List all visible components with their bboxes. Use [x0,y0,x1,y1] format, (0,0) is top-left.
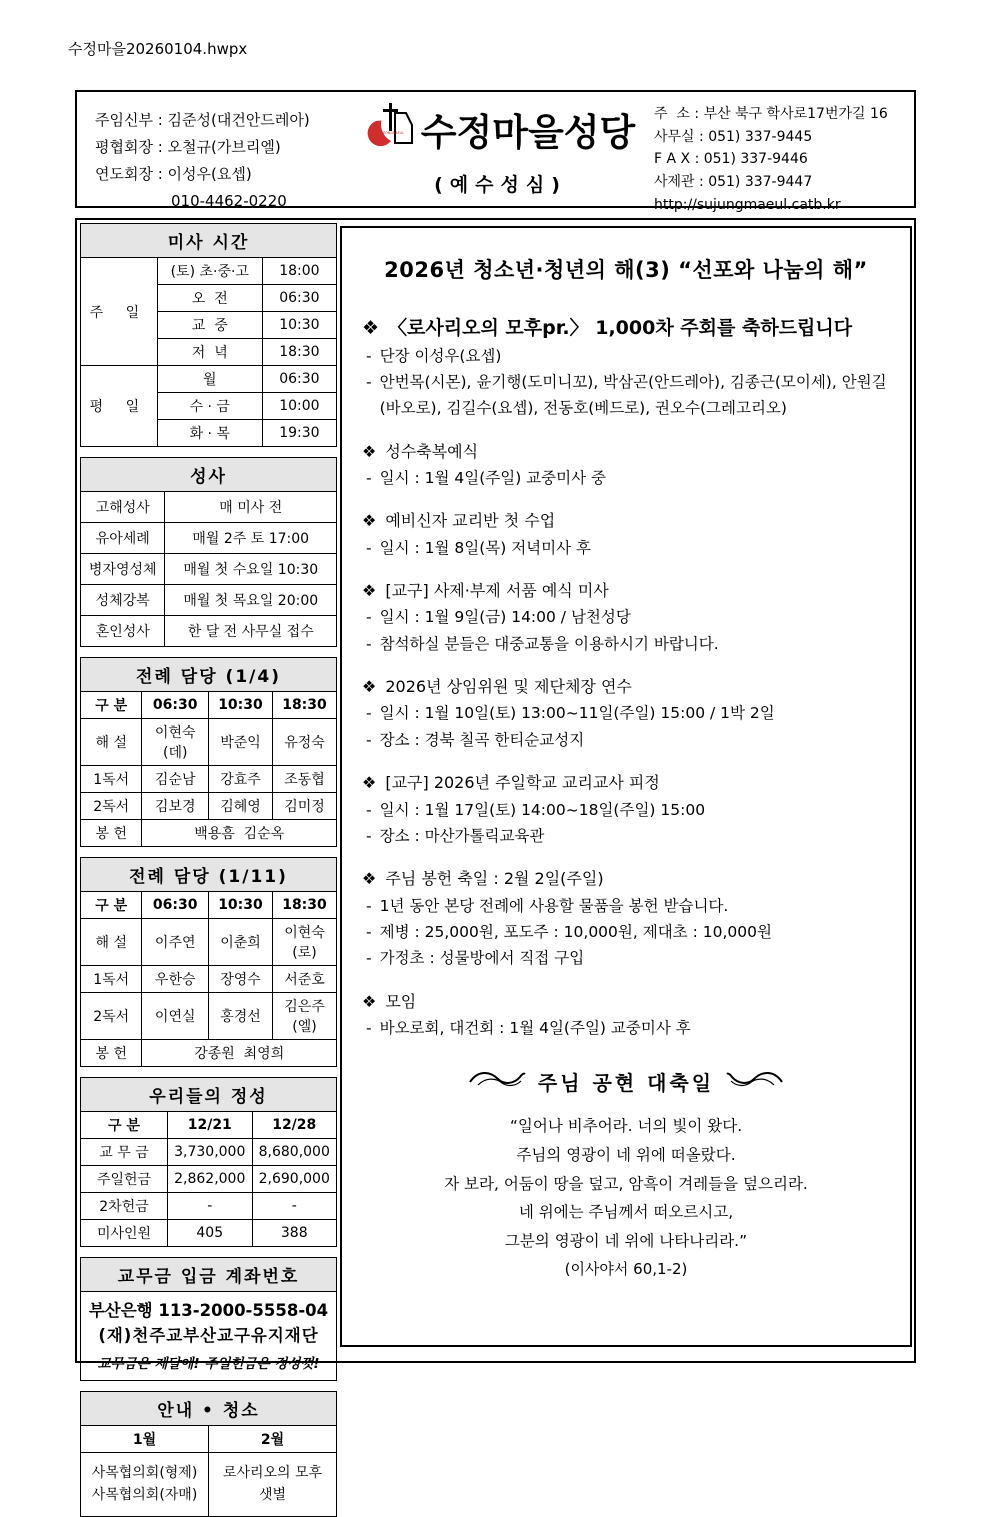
item-dash: - [366,704,372,723]
table-cell: 미사인원 [81,1220,168,1247]
table-cell: 2차헌금 [81,1193,168,1220]
table-cell: 서준호 [272,966,336,993]
section-training [362,674,890,753]
table-cell: 매월 2주 토 17:00 [165,523,337,554]
table-cell: 8,680,000 [252,1139,337,1166]
section-bullet: ❖ [362,773,377,793]
liturgy1-table [80,691,337,847]
table-cell: 18:30 [272,692,336,719]
table-cell [81,1452,209,1516]
notice-title: 안내 • 청소 [80,1391,337,1426]
liturgy2-table [80,891,337,1067]
quote-line: 주님의 영광이 네 위에 떠올랐다. [516,1146,736,1165]
notice-line: 사목협의회(자매) [91,1487,198,1503]
table-cell: 이현숙(데) [142,719,209,766]
header-contacts-right [652,92,914,213]
office-phone-line: 사무실 : 051) 337-9445 [654,128,813,145]
table-cell: 백용흠 김순옥 [142,820,337,847]
table-cell [209,1452,337,1516]
table-cell: 한 달 전 사무실 접수 [165,616,337,647]
table-cell: 혼인성사 [81,616,165,647]
table-cell: 저 녁 [157,339,262,366]
table-cell: 2독서 [81,793,142,820]
table-cell: 18:30 [272,892,336,919]
section-item: 제병 : 25,000원, 포도주 : 10,000원, 제대초 : 10,000원 [379,922,772,941]
table-cell: 강종원 최영희 [142,1040,337,1067]
table-cell: 이주연 [142,919,209,966]
account-number: 부산은행 113-2000-5558-04 [88,1301,329,1320]
table-cell: 10:30 [208,692,272,719]
table-cell: 해 설 [81,919,142,966]
table-cell: 조동협 [272,766,336,793]
quote-line: 네 위에는 주님께서 떠오르시고, [518,1203,734,1222]
sacraments-title: 성사 [80,457,337,492]
quote-line: “일어나 비추어라. 너의 빛이 왔다. [509,1117,743,1136]
church-subtitle: (예수성심) [434,174,567,196]
table-cell: 평 일 [81,366,158,447]
item-dash: - [366,800,372,819]
section-presentation-feast [362,866,890,971]
table-cell: 2월 [209,1425,337,1452]
header-contacts-left [77,92,349,210]
feast-title: 주님 공현 대축일 [537,1071,715,1096]
table-cell: 19:30 [262,420,336,447]
table-cell: 06:30 [142,892,209,919]
section-heading: [교구] 2026년 주일학교 교리교사 피정 [385,773,660,793]
page-title: 2026년 청소년·청년의 해(3) “선포와 나눔의 해” [384,258,868,282]
section-heading: 〈로사리오의 모후pr.〉 1,000차 주회를 축하드립니다 [388,317,853,339]
flourish-left-icon [468,1068,526,1096]
table-cell: 이춘희 [208,919,272,966]
sidebar [80,223,337,1517]
table-cell: 매월 첫 수요일 10:30 [165,554,337,585]
table-cell: 김보경 [142,793,209,820]
church-name: 수정마을성당 [420,111,636,154]
announcements-box [340,226,912,1347]
quote-line: 그분의 영광이 네 위에 나타나리라.” [504,1232,748,1251]
section-item: 안번목(시몬), 윤기행(도미니꼬), 박삼곤(안드레아), 김종근(모이세), 안원길(바오로), 김길수(요셉), 전동호(베드로), 권오수(그레고리오) [379,372,887,418]
offerings-title: 우리들의 정성 [80,1077,337,1112]
table-cell: 06:30 [262,366,336,393]
table-cell: 유아세례 [81,523,165,554]
liturgy1-title: 전례 담당 (1/4) [80,657,337,692]
quote-source: (이사야서 60,1-2) [564,1259,688,1278]
section-item: 일시 : 1월 4일(주일) 교중미사 중 [379,468,606,487]
notice-table [80,1425,337,1517]
table-cell: 1독서 [81,966,142,993]
table-cell: 18:00 [262,258,336,285]
table-cell: 수 · 금 [157,393,262,420]
section-item: 단장 이성우(요셉) [379,346,502,365]
website-line: http://sujungmaeul.catb.kr [654,196,841,213]
table-cell: 구 분 [81,692,142,719]
table-cell: 이현숙(로) [272,919,336,966]
section-item: 가정초 : 성물방에서 직접 구입 [379,949,585,968]
table-cell: (토) 초·중·고 [157,258,262,285]
table-cell: 장영수 [208,966,272,993]
section-catechumen-class [362,508,890,561]
table-cell: 매 미사 전 [165,492,337,523]
notice-line: 샛별 [258,1487,287,1503]
table-cell: 1월 [81,1425,209,1452]
logo-small-text: SUJEONGMAEUL [377,131,404,135]
item-dash: - [366,922,372,941]
section-bullet: ❖ [362,511,377,531]
table-cell: 박준익 [208,719,272,766]
section-item: 장소 : 마산가톨릭교육관 [379,826,545,845]
offerings-table [80,1111,337,1247]
item-dash: - [366,608,372,627]
header-center [349,92,652,206]
epiphany-block [362,1067,890,1278]
section-heading: 2026년 상임위원 및 제단체장 연수 [385,677,632,697]
flourish-right-icon [726,1068,784,1096]
table-cell: 해 설 [81,719,142,766]
table-cell: 강효주 [208,766,272,793]
section-item: 일시 : 1월 8일(목) 저녁미사 후 [379,538,591,557]
item-dash: - [366,372,372,391]
table-cell: 김순남 [142,766,209,793]
section-teacher-retreat [362,770,890,849]
item-dash: - [366,468,372,487]
table-cell: 김은주(엘) [272,993,336,1040]
table-cell: - [168,1193,252,1220]
section-holy-water [362,439,890,492]
table-cell: 구 분 [81,1112,168,1139]
table-cell: 388 [252,1220,337,1247]
table-cell: 1독서 [81,766,142,793]
table-cell: 405 [168,1220,252,1247]
pastor-line: 주임신부 : 김준성(대건안드레아) [95,111,310,129]
section-item: 일시 : 1월 17일(토) 14:00~18일(주일) 15:00 [379,800,706,819]
phone-line: 010-4462-0220 [171,192,287,210]
table-cell: 10:00 [262,393,336,420]
church-logo-icon [366,100,418,158]
section-rosary [362,314,890,422]
table-cell: 12/28 [252,1112,337,1139]
council-president-line: 평협회장 : 오철규(가브리엘) [95,138,281,156]
sacraments-table [80,491,337,647]
table-cell: 주일헌금 [81,1166,168,1193]
table-cell: 화 · 목 [157,420,262,447]
item-dash: - [366,346,372,365]
table-cell: 우한승 [142,966,209,993]
table-cell: 12/21 [168,1112,252,1139]
table-cell: 성체강복 [81,585,165,616]
section-heading: [교구] 사제·부제 서품 예식 미사 [385,581,609,600]
document-filename: 수정마을20260104.hwpx [68,40,248,58]
account-title: 교무금 입금 계좌번호 [80,1257,337,1292]
item-dash: - [366,896,372,915]
liturgy2-title: 전례 담당 (1/11) [80,857,337,892]
section-bullet: ❖ [362,677,377,697]
table-cell: 구 분 [81,892,142,919]
table-cell: 김혜영 [208,793,272,820]
section-heading: 모임 [385,991,417,1011]
table-cell: 3,730,000 [168,1139,252,1166]
table-cell: 유정숙 [272,719,336,766]
item-dash: - [366,730,372,749]
table-cell: 10:30 [208,892,272,919]
table-cell: 2,862,000 [168,1166,252,1193]
quote-line: 자 보라, 어둠이 땅을 덮고, 암흑이 겨레들을 덮으리라. [444,1174,808,1193]
table-cell: 김미정 [272,793,336,820]
table-cell: 월 [157,366,262,393]
section-bullet: ❖ [362,991,377,1011]
item-dash: - [366,949,372,968]
account-slogan: 교무금은 제달에! 주일헌금은 정성껏! [97,1355,320,1372]
table-cell: 06:30 [262,285,336,312]
table-cell: 교 중 [157,312,262,339]
section-bullet: ❖ [362,869,377,889]
table-cell: 교 무 금 [81,1139,168,1166]
table-cell: 이연실 [142,993,209,1040]
section-item: 1년 동안 본당 전례에 사용할 물품을 봉헌 받습니다. [379,896,729,915]
notice-line: 로사리오의 모후 [222,1464,323,1481]
rosary-president-line: 연도회장 : 이성우(요셉) [95,165,252,183]
table-cell: 봉 헌 [81,820,142,847]
section-item: 일시 : 1월 9일(금) 14:00 / 남천성당 [379,608,631,627]
section-item: 바오로회, 대건회 : 1월 4일(주일) 교중미사 후 [379,1019,691,1038]
section-ordination-mass [362,578,890,657]
fax-line: F A X : 051) 337-9446 [654,151,808,168]
mass-times-table [80,257,337,447]
table-cell: - [252,1193,337,1220]
item-dash: - [366,634,372,653]
table-cell: 봉 헌 [81,1040,142,1067]
section-meetings [362,989,890,1042]
section-bullet: ❖ [362,317,380,339]
table-cell: 2독서 [81,993,142,1040]
table-cell: 오 전 [157,285,262,312]
table-cell: 병자영성체 [81,554,165,585]
item-dash: - [366,1019,372,1038]
content-region [75,218,916,1503]
notice-line: 사목협의회(형제) [91,1464,198,1481]
section-bullet: ❖ [362,441,377,461]
section-item: 일시 : 1월 10일(토) 13:00~11일(주일) 15:00 / 1박 2일 [379,704,775,723]
table-cell: 주 일 [81,258,158,366]
header-box [75,90,916,213]
table-cell: 10:30 [262,312,336,339]
section-heading: 예비신자 교리반 첫 수업 [385,511,556,531]
mass-times-title: 미사 시간 [80,223,337,258]
table-cell: 고해성사 [81,492,165,523]
table-cell: 18:30 [262,339,336,366]
table-cell: 매월 첫 목요일 20:00 [165,585,337,616]
item-dash: - [366,826,372,845]
account-box [80,1291,337,1381]
address-line: 주 소 : 부산 북구 학사로17번가길 16 [654,106,888,122]
section-item: 장소 : 경북 칠곡 한티순교성지 [379,730,585,749]
section-bullet: ❖ [362,581,377,600]
account-holder: (재)천주교부산교구유지재단 [98,1325,319,1345]
item-dash: - [366,538,372,557]
rectory-phone-line: 사제관 : 051) 337-9447 [654,174,813,191]
section-item: 참석하실 분들은 대중교통을 이용하시기 바랍니다. [379,634,719,653]
table-cell: 2,690,000 [252,1166,337,1193]
table-cell: 06:30 [142,692,209,719]
table-cell: 홍경선 [208,993,272,1040]
section-heading: 성수축복예식 [385,441,479,461]
section-heading: 주님 봉헌 축일 : 2월 2일(주일) [385,869,604,889]
